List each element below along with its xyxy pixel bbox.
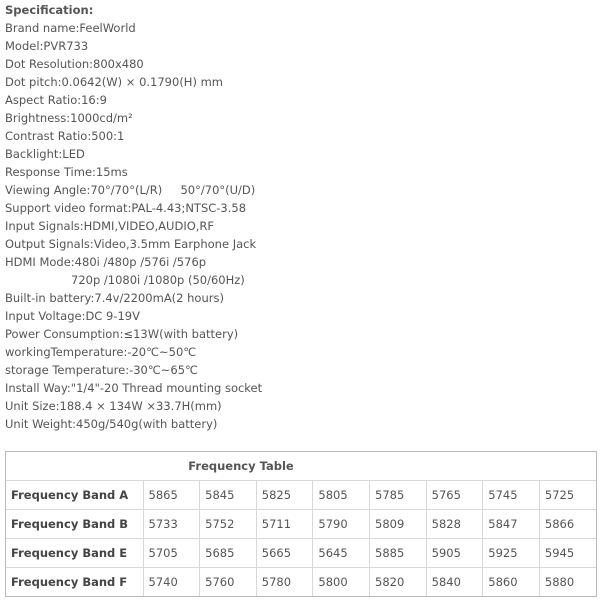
frequency-value-cell: 5866 (539, 510, 596, 539)
frequency-band-label: Frequency Band F (6, 568, 143, 597)
frequency-band-label: Frequency Band A (6, 481, 143, 510)
spec-viewing-angle: Viewing Angle:70°/70°(L/R) 50°/70°(U/D) (5, 183, 256, 197)
frequency-value-cell: 5800 (313, 568, 370, 597)
frequency-value-cell: 5733 (143, 510, 200, 539)
frequency-value-cell: 5765 (426, 481, 483, 510)
frequency-band-label: Frequency Band B (6, 510, 143, 539)
frequency-value-cell: 5760 (200, 568, 257, 597)
spec-brightness: Brightness:1000cd/m² (5, 111, 133, 125)
frequency-value-cell: 5752 (200, 510, 257, 539)
spec-model: Model:PVR733 (5, 39, 89, 53)
frequency-value-cell: 5665 (256, 539, 313, 568)
frequency-band-label: Frequency Band E (6, 539, 143, 568)
frequency-value-cell: 5685 (200, 539, 257, 568)
table-row (6, 539, 596, 568)
spec-unit-weight: Unit Weight:450g/540g(with battery) (5, 417, 218, 431)
spec-install-way: Install Way:"1/4"-20 Thread mounting socket (5, 381, 263, 395)
spec-unit-size: Unit Size:188.4 × 134W ×33.7H(mm) (5, 399, 222, 413)
specification-section (5, 1, 262, 433)
frequency-value-cell: 5745 (483, 481, 540, 510)
spec-dot-resolution: Dot Resolution:800x480 (5, 57, 144, 71)
table-row (6, 510, 596, 539)
spec-output-signals: Output Signals:Video,3.5mm Earphone Jack (5, 237, 257, 251)
spec-response-time: Response Time:15ms (5, 165, 128, 179)
frequency-value-cell: 5840 (426, 568, 483, 597)
spec-video-format: Support video format:PAL-4.43;NTSC-3.58 (5, 201, 247, 215)
frequency-value-cell: 5828 (426, 510, 483, 539)
frequency-value-cell: 5785 (370, 481, 427, 510)
frequency-value-cell: 5725 (539, 481, 596, 510)
frequency-value-cell: 5885 (370, 539, 427, 568)
frequency-value-cell: 5790 (313, 510, 370, 539)
frequency-value-cell: 5860 (483, 568, 540, 597)
specification-heading: Specification: (5, 3, 94, 17)
spec-power-consumption: Power Consumption:≤13W(with battery) (5, 327, 239, 341)
spec-battery: Built-in battery:7.4v/2200mA(2 hours) (5, 291, 224, 305)
spec-brand-name: Brand name:FeelWorld (5, 21, 136, 35)
frequency-table-title-row (6, 452, 596, 481)
frequency-value-cell: 5865 (143, 481, 200, 510)
spec-hdmi-mode-continued: 720p /1080i /1080p (50/60Hz) (71, 273, 245, 287)
spec-storage-temperature: storage Temperature:-30℃~65℃ (5, 363, 198, 377)
table-row (6, 568, 596, 597)
frequency-value-cell: 5780 (256, 568, 313, 597)
frequency-value-cell: 5809 (370, 510, 427, 539)
frequency-table-container (5, 451, 597, 597)
spec-dot-pitch: Dot pitch:0.0642(W) × 0.1790(H) mm (5, 75, 223, 89)
frequency-value-cell: 5847 (483, 510, 540, 539)
frequency-value-cell: 5945 (539, 539, 596, 568)
frequency-value-cell: 5645 (313, 539, 370, 568)
spec-contrast-ratio: Contrast Ratio:500:1 (5, 129, 125, 143)
table-row (6, 481, 596, 510)
frequency-table (6, 452, 596, 596)
frequency-value-cell: 5880 (539, 568, 596, 597)
spec-working-temperature: workingTemperature:-20℃~50℃ (5, 345, 197, 359)
frequency-value-cell: 5905 (426, 539, 483, 568)
spec-backlight: Backlight:LED (5, 147, 85, 161)
frequency-value-cell: 5711 (256, 510, 313, 539)
frequency-value-cell: 5740 (143, 568, 200, 597)
frequency-value-cell: 5925 (483, 539, 540, 568)
spec-input-voltage: Input Voltage:DC 9-19V (5, 309, 140, 323)
frequency-value-cell: 5705 (143, 539, 200, 568)
frequency-value-cell: 5805 (313, 481, 370, 510)
frequency-table-title: Frequency Table (188, 459, 294, 473)
frequency-value-cell: 5820 (370, 568, 427, 597)
frequency-value-cell: 5845 (200, 481, 257, 510)
spec-aspect-ratio: Aspect Ratio:16:9 (5, 93, 107, 107)
frequency-value-cell: 5825 (256, 481, 313, 510)
spec-hdmi-mode: HDMI Mode:480i /480p /576i /576p (5, 255, 207, 269)
spec-input-signals: Input Signals:HDMI,VIDEO,AUDIO,RF (5, 219, 215, 233)
